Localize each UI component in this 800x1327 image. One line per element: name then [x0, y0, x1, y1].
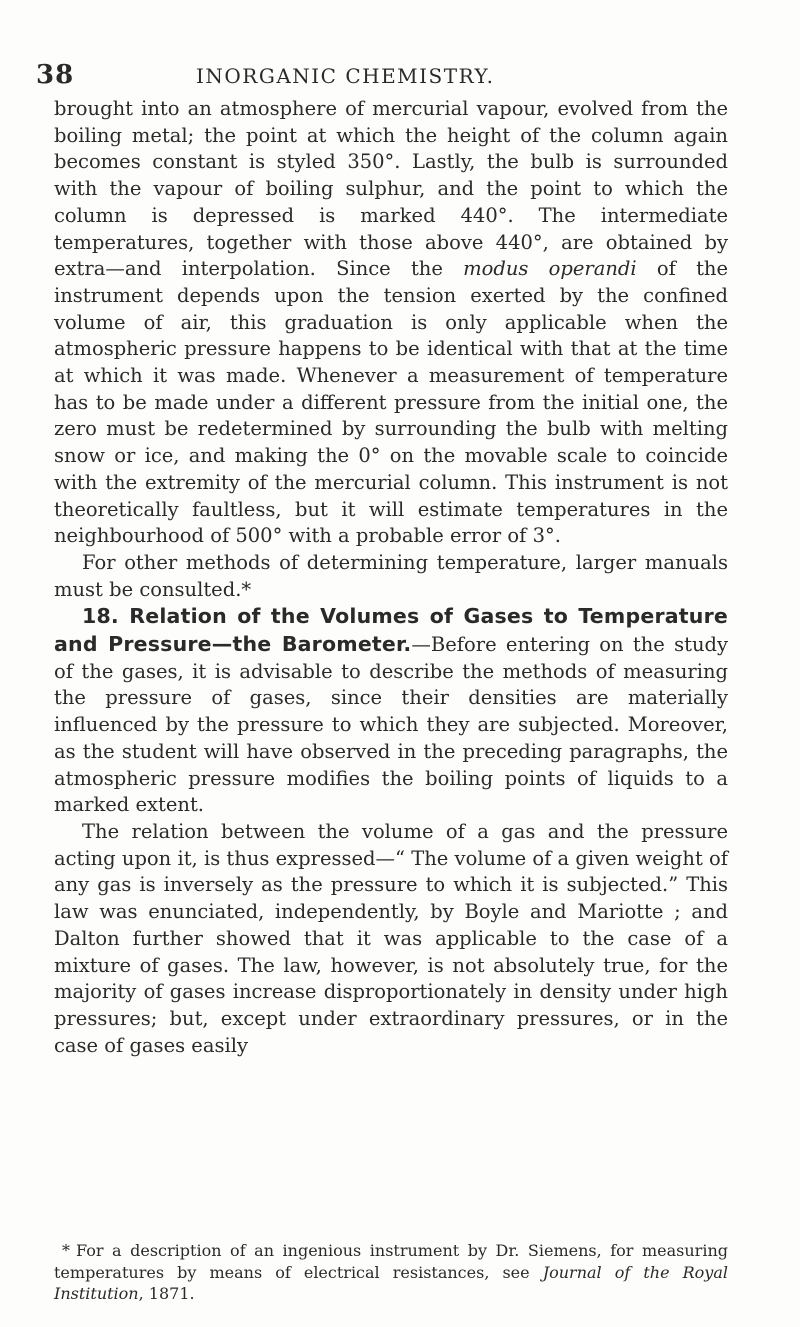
paragraph-text: of the instrument depends upon the tension exerted by the confined volume of air, this graduation is only applicable when the atmospheric pressure happens to be identical with that at the time at which it was made. Whenever a measurement of temperature has to be made under a different pressure from the initial one, the zero must be redetermined by surrounding the bulb with melting snow or ice, and making the 0° on the movable scale to coincide with the extremity of the mercurial column. This instrument is not theoretically faultless, but it will estimate temperatures in the neighbourhood of 500° with a probable error of 3°.: [54, 257, 729, 548]
paragraph-continued: [54, 96, 728, 550]
running-title: INORGANIC CHEMISTRY.: [196, 64, 495, 88]
running-head: [36, 60, 686, 90]
section-heading: 18. Relation of the Volumes of Gases to Temperature and Pressure—the Barometer.: [54, 604, 728, 657]
page-number: 38: [36, 60, 75, 90]
footnote-text: For a description of an ingenious instrument by Dr. Siemens, for measuring temperatures by means of electrical resistances, see: [54, 1241, 728, 1282]
footnote: [54, 1240, 728, 1305]
paragraph-text: —Before entering on the study of the gases, it is advisable to describe the methods of measuring the pressure of gases, since their densities are materially influenced by the pressure to which they are subjected. Moreover, as the student will have observed in the preceding paragraphs, the atmospheric pressure modifies the boiling points of liquids to a marked extent.: [54, 633, 728, 817]
section-paragraph: [54, 603, 728, 819]
paragraph: The relation between the volume of a gas and the pressure acting upon it, is thus expressed—“ The volume of a given weight of any gas is inversely as the pressure to which it is subjected.” This law was enunciated, independently, by Boyle and Mariotte ; and Dalton further showed that it was applicable to the case of a mixture of gases. The law, however, is not absolutely true, for the majority of gases increase disproportionately in density under high pressures; but, except under extraordinary pressures, or in the case of gases easily: [54, 819, 728, 1057]
footnote-mark: *: [62, 1241, 70, 1260]
footnote-text: , 1871.: [138, 1284, 195, 1303]
italic-phrase: modus operandi: [463, 257, 637, 281]
body-text: [54, 96, 728, 1059]
paragraph: For other methods of determining temperature, larger manuals must be consulted.*: [54, 550, 728, 601]
paragraph-text: brought into an atmosphere of mercurial vapour, evolved from the boiling metal; the point at which the height of the column again becomes constant is styled 350°. Lastly, the bulb is surrounded with the vapour of boiling sulphur, and the point to which the column is depressed is marked 440°. The intermediate temperatures, together with those above 440°, are obtained by extra—and interpolation. Since the: [54, 97, 728, 281]
footnote-citation: Journal of the Royal Institution: [54, 1262, 728, 1303]
